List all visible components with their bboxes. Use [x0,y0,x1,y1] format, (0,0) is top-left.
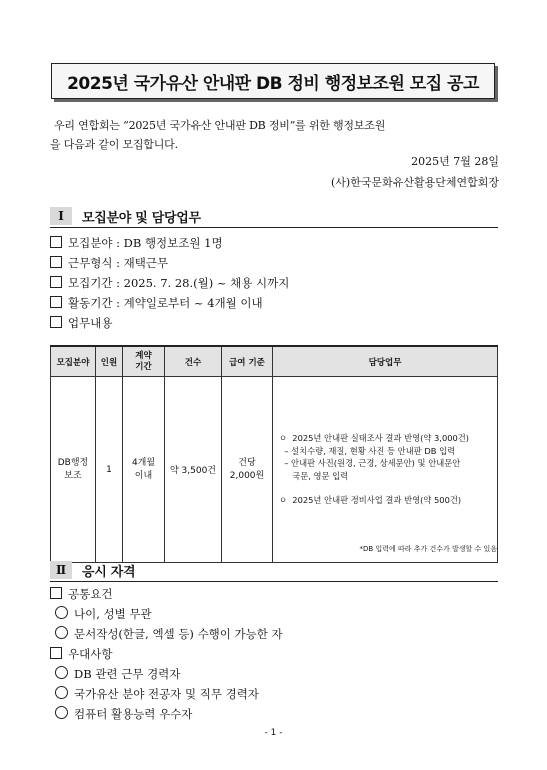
section-1-number: Ⅰ [50,207,72,225]
intro-paragraph [50,116,500,154]
cell-period: 4개월 이내 [123,377,165,563]
checkbox-square-icon [50,316,62,328]
cell-count: 1 [96,377,123,563]
list-item: 근무형식 : 재택근무 [50,253,289,273]
cell-duties [273,377,498,563]
circle-bullet-icon [55,606,68,619]
section-1-list [50,233,289,333]
intro-line-1: 우리 연합회는 “2025년 국가유산 안내판 DB 정비”를 위한 행정보조원 [54,119,386,132]
section-2-heading [50,560,498,580]
header-duties: 담당업무 [273,346,498,377]
checkbox-square-icon [50,276,62,288]
header-count: 인원 [96,346,123,377]
section-2-list [50,584,283,724]
table-row [51,377,498,563]
circle-bullet-icon [55,686,68,699]
page-number: - 1 - [264,728,283,738]
cell-field: DB행정 보조 [51,377,96,563]
table-footnote: *DB 입력에 따라 추가 건수가 발생할 수 있음 [359,545,497,553]
circle-bullet-icon [55,706,68,719]
organization-name: (사)한국문화유산활용단체연합회장 [331,176,499,189]
duty-line: – 안내판 사진(원경, 근경, 상세문안) 및 안내문안 [279,458,461,469]
checkbox-square-icon [50,587,62,599]
duty-line: ㅇ 2025년 안내판 정비사업 결과 반영(약 500건) [279,495,462,506]
list-item: 활동기간 : 계약일로부터 ~ 4개월 이내 [50,293,289,313]
section-1-rule [50,227,498,228]
announcement-date: 2025년 7월 28일 [411,155,499,168]
checkbox-square-icon [50,296,62,308]
cell-cases: 약 3,500건 [165,377,222,563]
circle-bullet-icon [55,626,68,639]
cell-pay: 건당 2,000원 [222,377,273,563]
list-item: 모집기간 : 2025. 7. 28.(월) ~ 채용 시까지 [50,273,289,293]
checkbox-square-icon [50,647,62,659]
list-item: 컴퓨터 활용능력 우수자 [50,704,283,724]
header-field: 모집분야 [51,346,96,377]
checkbox-square-icon [50,236,62,248]
duty-line [279,482,493,494]
header-pay: 급여 기준 [222,346,273,377]
section-2-number: Ⅱ [50,561,72,579]
duty-line: 국문, 영문 입력 [279,470,349,481]
circle-bullet-icon [55,666,68,679]
list-item: 문서작성(한글, 엑셀 등) 수행이 가능한 자 [50,624,283,644]
header-cases: 건수 [165,346,222,377]
section-1-heading [50,206,498,226]
list-heading: 우대사항 [50,644,283,664]
list-item: 나이, 성별 무관 [50,604,283,624]
duty-line: ㅇ 2025년 안내판 실태조사 결과 반영(약 3,000건) [279,433,470,444]
section-2-rule [50,581,498,582]
recruitment-table [50,345,498,563]
intro-line-2: 을 다음과 같이 모집합니다. [50,138,178,151]
list-item: 업무내용 [50,313,289,333]
section-1-title: 모집분야 및 담당업무 [82,210,201,226]
list-item: DB 관련 근무 경력자 [50,664,283,684]
list-item: 국가유산 분야 전공자 및 직무 경력자 [50,684,283,704]
header-period: 계약 기간 [123,346,165,377]
duty-line: – 설치수량, 재질, 현황 사진 등 안내판 DB 입력 [279,445,456,456]
list-item: 모집분야 : DB 행정보조원 1명 [50,233,289,253]
table-header-row [51,346,498,377]
list-heading: 공통요건 [50,584,283,604]
section-2-title: 응시 자격 [82,564,136,580]
page-title: 2025년 국가유산 안내판 DB 정비 행정보조원 모집 공고 [51,63,495,99]
checkbox-square-icon [50,256,62,268]
